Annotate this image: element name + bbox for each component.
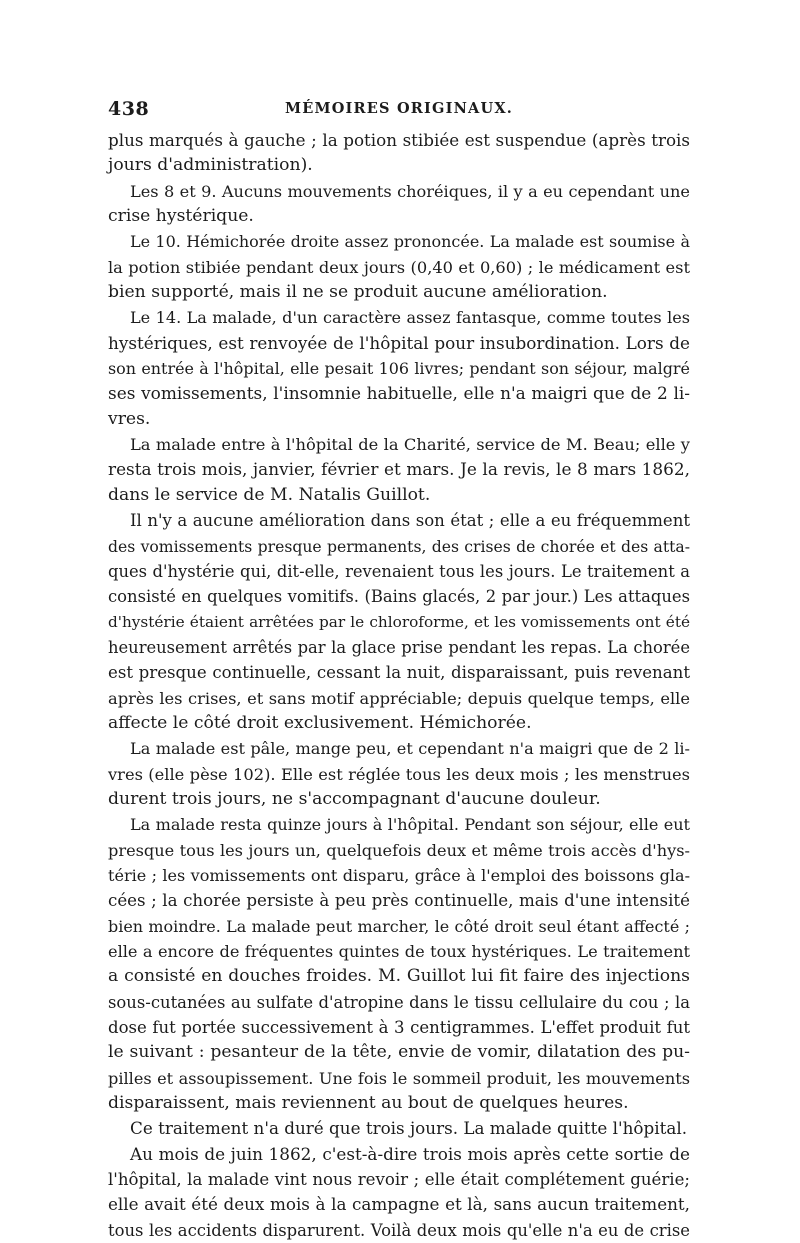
paragraph xyxy=(108,179,690,230)
text-line: pilles et assoupissement. Une fois le sommeil produit, les mouvements xyxy=(108,1068,690,1088)
text-line: vres (elle pèse 102). Elle est réglée tous les deux mois ; les menstrues xyxy=(108,764,690,784)
text-line: son entrée à l'hôpital, elle pesait 106 livres; pendant son séjour, malgré xyxy=(108,359,690,379)
text-line: dans le service de M. Natalis Guillot. xyxy=(108,484,431,505)
text-line: sous-cutanées au sulfate d'atropine dans le tissu cellulaire du cou ; la xyxy=(108,992,690,1012)
text-line: jours d'administration). xyxy=(108,155,313,176)
paragraph xyxy=(108,128,690,179)
running-title: MÉMOIRES ORIGINAUX. xyxy=(284,100,514,117)
text-line: Ce traitement n'a duré que trois jours. La malade quitte l'hôpital. xyxy=(130,1118,688,1139)
text-line: ses vomissements, l'insomnie habituelle, elle n'a maigri que de 2 li- xyxy=(108,383,690,404)
text-line: d'hystérie étaient arrêtées par le chloroforme, et les vomissements ont été xyxy=(108,612,690,631)
text-line: consisté en quelques vomitifs. (Bains glacés, 2 par jour.) Les attaques xyxy=(108,587,690,607)
text-line: heureusement arrêtés par la glace prise pendant les repas. La chorée xyxy=(108,637,690,657)
text-line: ques d'hystérie qui, dit-elle, revenaient tous les jours. Le traitement a xyxy=(108,561,690,581)
body-text xyxy=(108,128,690,1243)
text-line: tous les accidents disparurent. Voilà deux mois qu'elle n'a eu de crise xyxy=(108,1220,690,1240)
text-line: Le 10. Hémichorée droite assez prononcée. La malade est soumise à xyxy=(130,232,690,252)
text-line: Les 8 et 9. Aucuns mouvements choréiques, il y a eu cependant une xyxy=(130,181,690,201)
text-line: crise hystérique. xyxy=(108,206,254,227)
text-line: a consisté en douches froides. M. Guillot lui fit faire des injections xyxy=(108,966,690,987)
text-line: l'hôpital, la malade vint nous revoir ; elle était complétement guérie; xyxy=(108,1170,690,1190)
paragraph xyxy=(108,812,690,1116)
paragraph xyxy=(108,736,690,812)
text-line: hystériques, est renvoyée de l'hôpital pour insubordination. Lors de xyxy=(108,332,690,353)
text-line: La malade est pâle, mange peu, et cependant n'a maigri que de 2 li- xyxy=(130,739,690,759)
paragraph xyxy=(108,1142,690,1243)
text-line: est presque continuelle, cessant la nuit, disparaissant, puis revenant xyxy=(108,663,690,683)
text-line: bien moindre. La malade peut marcher, le côté droit seul étant affecté ; xyxy=(108,916,690,936)
text-line: térie ; les vomissements ont disparu, grâce à l'emploi des boissons gla- xyxy=(108,865,690,885)
text-line: La malade entre à l'hôpital de la Charité, service de M. Beau; elle y xyxy=(130,435,690,455)
text-line: disparaissent, mais reviennent au bout de quelques heures. xyxy=(108,1093,629,1114)
paragraph xyxy=(108,1116,690,1141)
text-line: plus marqués à gauche ; la potion stibiée est suspendue (après trois xyxy=(108,130,690,150)
paragraph xyxy=(108,508,690,736)
text-line: après les crises, et sans motif appréciable; depuis quelque temps, elle xyxy=(108,688,690,708)
text-line: elle avait été deux mois à la campagne et là, sans aucun traitement, xyxy=(108,1194,690,1215)
text-line: elle a encore de fréquentes quintes de toux hystériques. Le traitement xyxy=(108,942,690,961)
text-line: vres. xyxy=(108,408,151,429)
text-line: le suivant : pesanteur de la tête, envie de vomir, dilatation des pu- xyxy=(108,1042,690,1063)
text-line: des vomissements presque permanents, des crises de chorée et des atta- xyxy=(108,536,690,556)
page-header xyxy=(108,98,690,122)
paragraph xyxy=(108,432,690,508)
text-line: La malade resta quinze jours à l'hôpital. Pendant son séjour, elle eut xyxy=(130,815,690,835)
text-line: Il n'y a aucune amélioration dans son état ; elle a eu fréquemment xyxy=(130,511,690,531)
text-line: cées ; la chorée persiste à peu près continuelle, mais d'une intensité xyxy=(108,891,690,911)
text-line: resta trois mois, janvier, février et mars. Je la revis, le 8 mars 1862, xyxy=(108,459,690,480)
text-line: dose fut portée successivement à 3 centigrammes. L'effet produit fut xyxy=(108,1018,690,1038)
text-line: Au mois de juin 1862, c'est-à-dire trois mois après cette sortie de xyxy=(130,1143,690,1164)
text-line: presque tous les jours un, quelquefois deux et même trois accès d'hys- xyxy=(108,840,690,860)
paragraph xyxy=(108,305,690,432)
page-number: 438 xyxy=(108,98,150,120)
text-line: affecte le côté droit exclusivement. Hémichorée. xyxy=(108,712,532,733)
text-line: bien supporté, mais il ne se produit aucune amélioration. xyxy=(108,282,608,303)
text-line: la potion stibiée pendant deux jours (0,40 et 0,60) ; le médicament est xyxy=(108,257,690,277)
text-line: durent trois jours, ne s'accompagnant d'aucune douleur. xyxy=(108,788,601,809)
paragraph xyxy=(108,229,690,305)
text-line: Le 14. La malade, d'un caractère assez fantasque, comme toutes les xyxy=(130,308,690,328)
